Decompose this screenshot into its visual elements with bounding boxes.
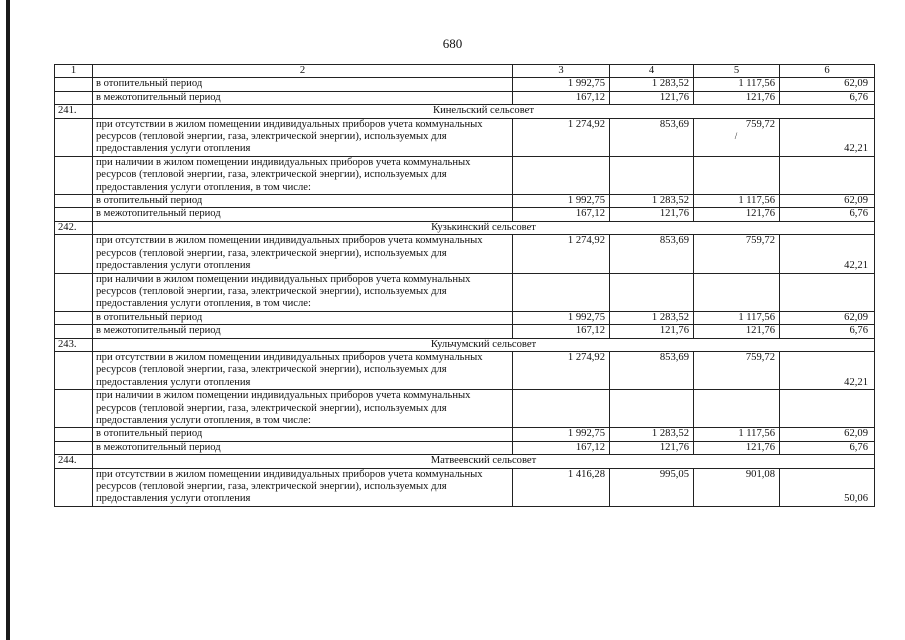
value-cell-c4 [610, 78, 694, 91]
value-text: 759,72 [745, 235, 775, 247]
row-number [55, 325, 93, 338]
value-text: 901,08 [745, 468, 775, 480]
value-cell-c3 [513, 468, 610, 506]
row-number [55, 195, 93, 208]
value-text: 1 992,75 [567, 78, 605, 90]
header-cell: 1 [55, 65, 93, 78]
value-text: 121,76 [745, 325, 775, 337]
value-cell-c3 [513, 91, 610, 104]
section-row [55, 221, 875, 234]
value-cell-c6 [780, 118, 875, 156]
row-description: при отсутствии в жилом помещении индивидуальных приборов учета коммунальных ресурсов (тепловой энергии, газа, электрической энергии), используемых для предоставления услуги отопления [93, 235, 513, 273]
value-cell-c5 [694, 428, 780, 441]
row-description: при наличии в жилом помещении индивидуальных приборов учета коммунальных ресурсов (тепловой энергии, газа, электрической энергии), используемых для предоставления услуги отопления, в том числе: [93, 390, 513, 428]
value-cell-c6 [780, 325, 875, 338]
page-number: 680 [442, 36, 463, 51]
value-cell-c6 [780, 441, 875, 454]
header-cell: 5 [694, 65, 780, 78]
section-row [55, 105, 875, 118]
row-description: при отсутствии в жилом помещении индивидуальных приборов учета коммунальных ресурсов (тепловой энергии, газа, электрической энергии), используемых для предоставления услуги отопления [93, 118, 513, 156]
value-text: 1 283,52 [651, 195, 689, 207]
row-number [55, 390, 93, 428]
value-text: 1 274,92 [567, 235, 605, 247]
value-cell-c5 [694, 273, 780, 311]
value-text: 759,72 [745, 118, 775, 130]
table-row [55, 118, 875, 156]
value-cell-c6 [780, 208, 875, 221]
row-description: при отсутствии в жилом помещении индивидуальных приборов учета коммунальных ресурсов (тепловой энергии, газа, электрической энергии), используемых для предоставления услуги отопления [93, 468, 513, 506]
row-number [55, 118, 93, 156]
value-cell-c4 [610, 208, 694, 221]
value-text: 1 117,56 [738, 428, 775, 440]
value-cell-c4 [610, 311, 694, 324]
header-cell: 6 [780, 65, 875, 78]
value-text: 42,21 [844, 260, 868, 272]
page-edge-bar [6, 0, 10, 640]
value-cell-c5 [694, 195, 780, 208]
table-header-row [55, 65, 875, 78]
row-description: в отопительный период [93, 195, 513, 208]
value-text: 853,69 [659, 118, 689, 130]
row-description: в межотопительный период [93, 441, 513, 454]
table-row [55, 428, 875, 441]
value-text: 121,76 [659, 441, 689, 453]
row-number: 243. [55, 338, 93, 351]
section-row [55, 455, 875, 468]
value-text: 853,69 [659, 235, 689, 247]
row-number [55, 91, 93, 104]
section-title: Кинельский сельсовет [93, 105, 875, 118]
value-text: 1 117,56 [738, 78, 775, 90]
value-cell-c3 [513, 351, 610, 389]
row-description: в отопительный период [93, 428, 513, 441]
row-description: в межотопительный период [93, 208, 513, 221]
value-cell-c3 [513, 118, 610, 156]
value-text: 121,76 [659, 91, 689, 103]
table-row [55, 351, 875, 389]
value-cell-c4 [610, 156, 694, 194]
value-text: 1 992,75 [567, 195, 605, 207]
row-description: в межотопительный период [93, 325, 513, 338]
value-cell-c5 [694, 390, 780, 428]
value-text: 62,09 [844, 78, 868, 90]
value-cell-c5 [694, 156, 780, 194]
value-cell-c4 [610, 468, 694, 506]
value-cell-c5 [694, 118, 780, 156]
value-text: 42,21 [844, 376, 868, 388]
value-cell-c4 [610, 351, 694, 389]
value-text: 1 117,56 [738, 195, 775, 207]
table-row [55, 325, 875, 338]
value-text: 62,09 [844, 428, 868, 440]
value-cell-c3 [513, 235, 610, 273]
value-cell-c5 [694, 235, 780, 273]
value-cell-c6 [780, 195, 875, 208]
value-cell-c3 [513, 325, 610, 338]
value-cell-c6 [780, 351, 875, 389]
row-number [55, 441, 93, 454]
value-text: 167,12 [575, 208, 605, 220]
pen-mark: / [734, 131, 738, 142]
row-number [55, 78, 93, 91]
value-cell-c3 [513, 311, 610, 324]
row-description: при наличии в жилом помещении индивидуальных приборов учета коммунальных ресурсов (тепловой энергии, газа, электрической энергии), используемых для предоставления услуги отопления, в том числе: [93, 273, 513, 311]
value-cell-c3 [513, 195, 610, 208]
value-cell-c6 [780, 273, 875, 311]
value-text: 1 283,52 [651, 428, 689, 440]
value-cell-c5 [694, 441, 780, 454]
section-title: Кульчумский сельсовет [93, 338, 875, 351]
value-cell-c6 [780, 156, 875, 194]
value-text: 1 992,75 [567, 428, 605, 440]
value-cell-c5 [694, 311, 780, 324]
value-text: 853,69 [659, 351, 689, 363]
value-text: 6,76 [849, 441, 868, 453]
row-number: 242. [55, 221, 93, 234]
value-cell-c4 [610, 390, 694, 428]
value-cell-c4 [610, 273, 694, 311]
table-row [55, 311, 875, 324]
section-title: Матвеевский сельсовет [93, 455, 875, 468]
row-number [55, 428, 93, 441]
value-text: 42,21 [844, 143, 868, 155]
value-text: 62,09 [844, 195, 868, 207]
value-cell-c5 [694, 468, 780, 506]
value-cell-c4 [610, 325, 694, 338]
value-cell-c6 [780, 91, 875, 104]
value-cell-c5 [694, 351, 780, 389]
table-row [55, 273, 875, 311]
section-row [55, 338, 875, 351]
value-text: 121,76 [659, 325, 689, 337]
row-number [55, 311, 93, 324]
value-cell-c6 [780, 78, 875, 91]
value-text: 1 274,92 [567, 118, 605, 130]
value-cell-c6 [780, 468, 875, 506]
header-cell: 2 [93, 65, 513, 78]
value-cell-c3 [513, 208, 610, 221]
value-cell-c6 [780, 390, 875, 428]
table-row [55, 91, 875, 104]
tariff-table [54, 64, 875, 507]
value-cell-c4 [610, 118, 694, 156]
value-text: 121,76 [659, 208, 689, 220]
value-cell-c5 [694, 208, 780, 221]
value-text: 995,05 [659, 468, 689, 480]
value-cell-c3 [513, 78, 610, 91]
table-row [55, 390, 875, 428]
value-text: 167,12 [575, 91, 605, 103]
value-cell-c6 [780, 235, 875, 273]
table-row [55, 235, 875, 273]
section-title: Кузькинский сельсовет [93, 221, 875, 234]
value-text: 6,76 [849, 91, 868, 103]
header-cell: 4 [610, 65, 694, 78]
value-text: 1 274,92 [567, 351, 605, 363]
value-cell-c3 [513, 156, 610, 194]
value-text: 1 283,52 [651, 78, 689, 90]
value-text: 6,76 [849, 208, 868, 220]
table-row [55, 208, 875, 221]
row-number [55, 156, 93, 194]
row-description: при отсутствии в жилом помещении индивидуальных приборов учета коммунальных ресурсов (тепловой энергии, газа, электрической энергии), используемых для предоставления услуги отопления [93, 351, 513, 389]
value-cell-c6 [780, 311, 875, 324]
row-description: в межотопительный период [93, 91, 513, 104]
value-text: 6,76 [849, 325, 868, 337]
value-text: 167,12 [575, 441, 605, 453]
row-number: 244. [55, 455, 93, 468]
value-cell-c5 [694, 325, 780, 338]
value-text: 121,76 [745, 208, 775, 220]
value-cell-c4 [610, 195, 694, 208]
value-text: 1 117,56 [738, 311, 775, 323]
table-row [55, 441, 875, 454]
value-cell-c3 [513, 390, 610, 428]
table-row [55, 156, 875, 194]
value-text: 62,09 [844, 311, 868, 323]
value-text: 121,76 [745, 441, 775, 453]
row-number [55, 468, 93, 506]
value-text: 50,06 [844, 493, 868, 505]
value-cell-c3 [513, 428, 610, 441]
value-text: 121,76 [745, 91, 775, 103]
row-number [55, 235, 93, 273]
row-number [55, 273, 93, 311]
row-number: 241. [55, 105, 93, 118]
header-cell: 3 [513, 65, 610, 78]
table-row [55, 468, 875, 506]
row-description: при наличии в жилом помещении индивидуальных приборов учета коммунальных ресурсов (тепловой энергии, газа, электрической энергии), используемых для предоставления услуги отопления, в том числе: [93, 156, 513, 194]
value-cell-c3 [513, 441, 610, 454]
table-row [55, 78, 875, 91]
value-text: 759,72 [745, 351, 775, 363]
value-cell-c4 [610, 235, 694, 273]
value-text: 167,12 [575, 325, 605, 337]
value-cell-c4 [610, 91, 694, 104]
row-number [55, 351, 93, 389]
value-cell-c5 [694, 91, 780, 104]
value-cell-c3 [513, 273, 610, 311]
value-text: 1 416,28 [567, 468, 605, 480]
value-cell-c5 [694, 78, 780, 91]
row-number [55, 208, 93, 221]
value-cell-c4 [610, 441, 694, 454]
value-cell-c6 [780, 428, 875, 441]
row-description: в отопительный период [93, 311, 513, 324]
table-row [55, 195, 875, 208]
value-text: 1 992,75 [567, 311, 605, 323]
value-cell-c4 [610, 428, 694, 441]
value-text: 1 283,52 [651, 311, 689, 323]
row-description: в отопительный период [93, 78, 513, 91]
